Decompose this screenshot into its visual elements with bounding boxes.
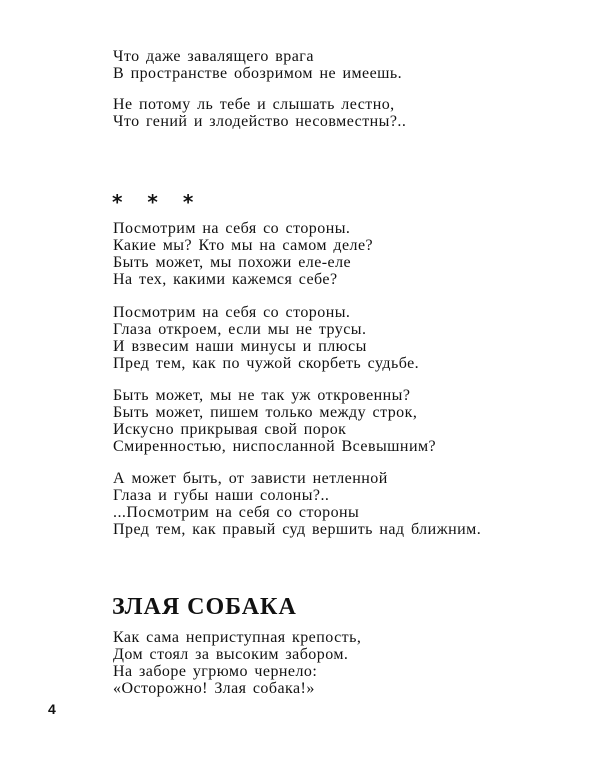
poem-line: Пред тем, как по чужой скорбеть судьбе. xyxy=(113,355,420,372)
poem-line: На тех, какими кажемся себе? xyxy=(113,271,338,288)
stanza-5 xyxy=(113,387,436,455)
poem-line: Быть может, мы похожи еле-еле xyxy=(113,254,352,271)
stanza-2 xyxy=(113,96,406,130)
poem-line: Что гений и злодейство несовместны?.. xyxy=(113,113,407,130)
poem-line: Глаза откроем, если мы не трусы. xyxy=(113,321,367,338)
poem-line: Посмотрим на себя со стороны. xyxy=(113,304,351,321)
poem-line: ...Посмотрим на себя со стороны xyxy=(113,504,360,521)
poem-line: Быть может, пишем только между строк, xyxy=(113,404,418,421)
poem-line: Искусно прикрывая свой порок xyxy=(113,421,347,438)
page-number: 4 xyxy=(48,701,56,717)
stanza-3 xyxy=(113,220,373,288)
stanza-1 xyxy=(113,48,402,82)
poem-title: ЗЛАЯ СОБАКА xyxy=(112,594,297,620)
poem-line: На заборе угрюмо чернело: xyxy=(113,663,318,680)
stanza-7 xyxy=(113,629,361,697)
poem-line: Глаза и губы наши солоны?.. xyxy=(113,487,330,504)
poem-line: А может быть, от зависти нетленной xyxy=(113,470,388,487)
stanza-4 xyxy=(113,304,419,372)
poem-line: И взвесим наши минусы и плюсы xyxy=(113,338,367,355)
poem-line: В пространстве обозримом не имеешь. xyxy=(113,65,403,82)
poem-line: Как сама неприступная крепость, xyxy=(113,629,362,646)
stanza-6 xyxy=(113,470,481,538)
poem-line: Посмотрим на себя со стороны. xyxy=(113,220,351,237)
poem-line: «Осторожно! Злая собака!» xyxy=(113,680,315,697)
poem-line: Не потому ль тебе и слышать лестно, xyxy=(113,96,395,113)
section-separator: * * * xyxy=(112,190,203,214)
poem-line: Смиренностью, ниспосланной Всевышним? xyxy=(113,438,437,455)
poem-line: Пред тем, как правый суд вершить над ближним. xyxy=(113,521,482,538)
poem-line: Дом стоял за высоким забором. xyxy=(113,646,349,663)
poem-line: Какие мы? Кто мы на самом деле? xyxy=(113,237,374,254)
poem-line: Быть может, мы не так уж откровенны? xyxy=(113,387,411,404)
poem-line: Что даже завалящего врага xyxy=(113,48,314,65)
